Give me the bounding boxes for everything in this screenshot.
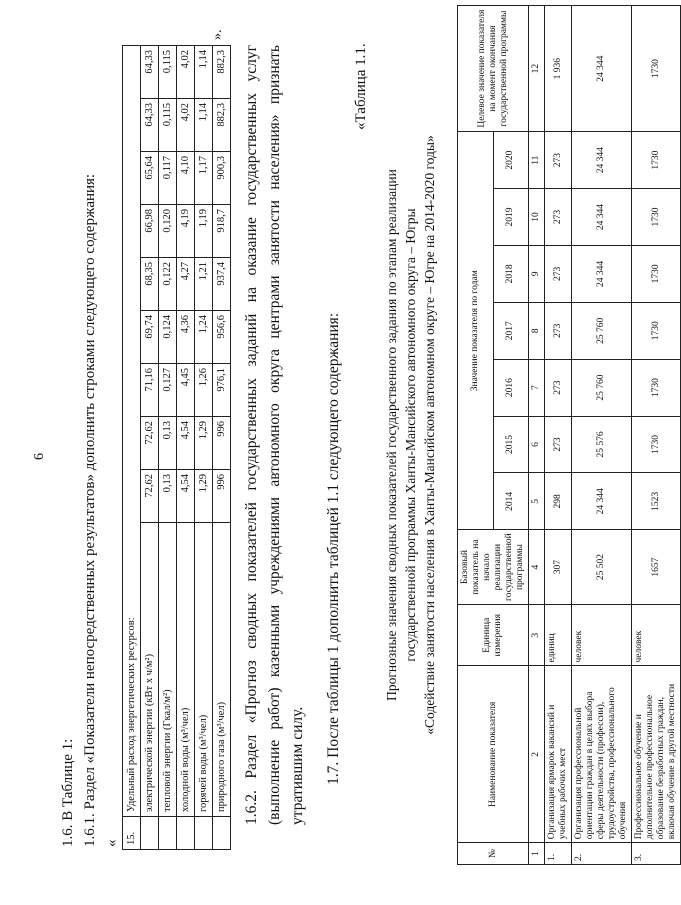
row-unit: человек <box>572 604 632 666</box>
indicator-label: Удельный расход энергетических ресурсов: <box>123 46 141 817</box>
indicator-value: 1,17 <box>195 152 213 205</box>
indicator-value: 0,117 <box>159 152 177 205</box>
indicator-value: 1,26 <box>195 364 213 417</box>
row-year-value: 24 344 <box>572 473 632 530</box>
indicator-value: 69,74 <box>141 311 159 364</box>
indicator-value: 900,3 <box>213 152 231 205</box>
indicator-value: 937,4 <box>213 258 231 311</box>
indicator-value: 1,24 <box>195 311 213 364</box>
indicator-value: 1,19 <box>195 205 213 258</box>
indicator-row <box>177 46 195 850</box>
row-name: Организация ярмарок вакансий и учебных рабочих мест <box>545 666 572 843</box>
column-number: 12 <box>529 6 545 132</box>
indicator-value: 0,115 <box>159 99 177 152</box>
indicator-value: 4,36 <box>177 311 195 364</box>
column-number: 10 <box>529 189 545 246</box>
indicator-value: 0,13 <box>159 417 177 470</box>
indicator-label: природного газа (м³/чел) <box>213 523 231 817</box>
column-number: 9 <box>529 245 545 302</box>
indicator-value: 918,7 <box>213 205 231 258</box>
indicator-value: 4,54 <box>177 417 195 470</box>
indicator-value: 66,98 <box>141 205 159 258</box>
indicator-value: 0,124 <box>159 311 177 364</box>
row-year-value: 24 344 <box>572 132 632 189</box>
indicator-value: 0,115 <box>159 46 177 99</box>
table-title-line-3: «Содействие занятости населения в Ханты-Мансийском автономном округе – Югре на 2014-2020 годы» <box>422 135 437 735</box>
section-1-6-heading: 1.6. В Таблице 1: <box>60 738 76 847</box>
indicator-value: 71,16 <box>141 364 159 417</box>
table-caption: «Таблица 1.1. <box>353 43 369 130</box>
header-target: Целевое значение показателя на момент окончания государственной программы <box>458 6 529 132</box>
indicator-value: 4,45 <box>177 364 195 417</box>
indicator-index: 15. <box>123 817 141 850</box>
indicator-value: 4,27 <box>177 258 195 311</box>
row-year-value: 1730 <box>632 245 681 302</box>
header-unit: Единица измерения <box>458 604 529 666</box>
page-number: 6 <box>32 453 47 460</box>
indicator-value: 65,64 <box>141 152 159 205</box>
indicator-value: 64,33 <box>141 99 159 152</box>
indicator-value: 4,02 <box>177 99 195 152</box>
indicators-table <box>122 45 231 850</box>
section-1-7-text: 1.7. После таблицы 1 дополнить таблицей 1.1 следующего содержания: <box>325 312 342 785</box>
row-year-value: 273 <box>545 245 572 302</box>
row-year-value: 1730 <box>632 416 681 473</box>
header-by-year: Значение показателя по годам <box>458 132 494 530</box>
forecast-row <box>545 6 572 865</box>
row-base: 307 <box>545 530 572 605</box>
indicator-value: 1,14 <box>195 46 213 99</box>
row-target: 1 936 <box>545 6 572 132</box>
indicator-row <box>123 46 141 850</box>
row-year-value: 24 344 <box>572 189 632 246</box>
quote-close-mark: ». <box>210 29 225 40</box>
header-year: 2014 <box>493 473 529 530</box>
row-year-value: 1730 <box>632 302 681 359</box>
row-target: 24 344 <box>572 6 632 132</box>
row-year-value: 1730 <box>632 189 681 246</box>
row-year-value: 273 <box>545 132 572 189</box>
row-num: 3. <box>632 843 681 865</box>
row-name: Организация профессиональной ориентации граждан в целях выбора сферы деятельности (профессии), трудоустройства, профессионального обучения <box>572 666 632 843</box>
indicator-value: 882,3 <box>213 99 231 152</box>
row-base: 25 502 <box>572 530 632 605</box>
indicator-label: холодной воды (м³/чел) <box>177 523 195 817</box>
column-number: 3 <box>529 604 545 666</box>
indicator-value: 4,19 <box>177 205 195 258</box>
row-unit: человек <box>632 604 681 666</box>
row-year-value: 25 576 <box>572 416 632 473</box>
header-year: 2016 <box>493 359 529 416</box>
indicator-value: 976,1 <box>213 364 231 417</box>
row-year-value: 24 344 <box>572 245 632 302</box>
header-year: 2015 <box>493 416 529 473</box>
indicator-value: 1,29 <box>195 470 213 523</box>
row-num: 2. <box>572 843 632 865</box>
quote-open-mark: « <box>104 839 120 847</box>
forecast-row <box>572 6 632 865</box>
indicator-value: 0,122 <box>159 258 177 311</box>
column-number: 8 <box>529 302 545 359</box>
indicator-value: 996 <box>213 417 231 470</box>
indicator-index <box>195 817 213 850</box>
indicator-value: 72,62 <box>141 417 159 470</box>
row-year-value: 1730 <box>632 359 681 416</box>
forecast-table <box>457 5 681 865</box>
row-base: 1657 <box>632 530 681 605</box>
indicator-index <box>141 817 159 850</box>
indicator-value: 996 <box>213 470 231 523</box>
indicator-row <box>195 46 213 850</box>
row-target: 1730 <box>632 6 681 132</box>
column-number: 4 <box>529 530 545 605</box>
indicator-value: 1,29 <box>195 417 213 470</box>
header-year: 2018 <box>493 245 529 302</box>
row-year-value: 1730 <box>632 132 681 189</box>
header-base: Базовый показатель на начало реализации государственной программы <box>458 530 529 605</box>
table-title <box>382 75 439 795</box>
header-name: Наименование показателя <box>458 666 529 843</box>
column-number: 5 <box>529 473 545 530</box>
indicator-row <box>159 46 177 850</box>
indicator-value: 64,33 <box>141 46 159 99</box>
indicator-row <box>213 46 231 850</box>
indicator-index <box>213 817 231 850</box>
forecast-row <box>632 6 681 865</box>
indicator-value: 0,127 <box>159 364 177 417</box>
row-year-value: 298 <box>545 473 572 530</box>
table-title-line-2: государственной программы Ханты-Мансийского автономного округа – Югры <box>403 208 418 662</box>
indicator-value: 4,54 <box>177 470 195 523</box>
indicator-row <box>141 46 159 850</box>
section-1-6-1-text: 1.6.1. Раздел «Показатели непосредственных результатов» дополнить строками следующего содержания: <box>82 173 98 847</box>
indicator-index <box>177 817 195 850</box>
indicator-index <box>159 817 177 850</box>
row-year-value: 273 <box>545 302 572 359</box>
indicator-value: 72,62 <box>141 470 159 523</box>
indicator-value: 4,02 <box>177 46 195 99</box>
row-year-value: 273 <box>545 359 572 416</box>
table-title-line-1: Прогнозные значения сводных показателей государственного задания по этапам реализации <box>384 169 399 701</box>
row-year-value: 273 <box>545 189 572 246</box>
indicator-value: 882,3 <box>213 46 231 99</box>
row-year-value: 273 <box>545 416 572 473</box>
column-number: 7 <box>529 359 545 416</box>
header-year: 2017 <box>493 302 529 359</box>
indicator-label: горячей воды (м³/чел) <box>195 523 213 817</box>
row-unit: единиц <box>545 604 572 666</box>
indicator-value: 0,13 <box>159 470 177 523</box>
section-1-6-2-text: 1.6.2. Раздел «Прогноз сводных показателей государственных заданий на оказание государственных услуг (выполнение работ) казенными учреждениями автономного округа центрами занятости населения» признать утратившим силу. <box>243 45 306 825</box>
header-year: 2020 <box>493 132 529 189</box>
column-number: 11 <box>529 132 545 189</box>
row-year-value: 1523 <box>632 473 681 530</box>
row-num: 1. <box>545 843 572 865</box>
row-name: Профессиональное обучение и дополнительное профессиональное образование безработных граждан, включая обучение в другой местности <box>632 666 681 843</box>
indicator-value: 0,120 <box>159 205 177 258</box>
header-num: № <box>458 843 529 865</box>
indicator-value: 956,6 <box>213 311 231 364</box>
column-number: 2 <box>529 666 545 843</box>
indicator-label: электрической энергии (кВт х ч/м²) <box>141 523 159 817</box>
indicator-value: 4,10 <box>177 152 195 205</box>
indicator-value: 1,14 <box>195 99 213 152</box>
column-number: 6 <box>529 416 545 473</box>
header-year: 2019 <box>493 189 529 246</box>
indicator-value: 1,21 <box>195 258 213 311</box>
column-number: 1 <box>529 843 545 865</box>
indicator-label: тепловой энергии (Гкал/м²) <box>159 523 177 817</box>
row-year-value: 25 760 <box>572 302 632 359</box>
row-year-value: 25 760 <box>572 359 632 416</box>
indicator-value: 68,35 <box>141 258 159 311</box>
